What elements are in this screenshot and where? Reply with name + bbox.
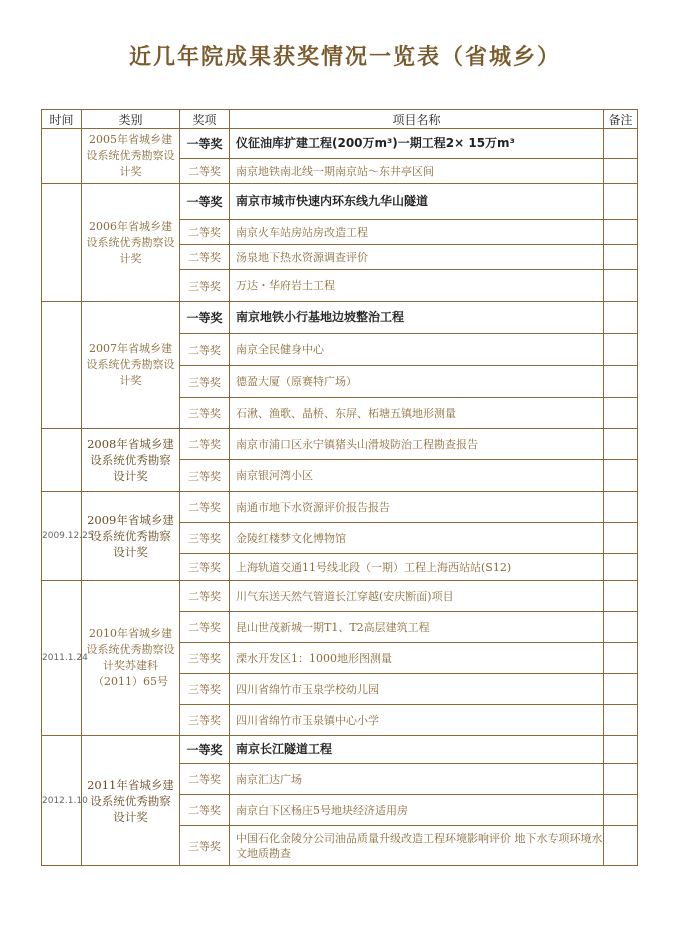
project-name: 上海轨道交通11号线北段（一期）工程上海西站站(S12) <box>230 554 604 581</box>
note-cell <box>604 554 638 581</box>
time-cell: 2011.1.24 <box>42 581 82 736</box>
project-name: 南京地铁南北线一期南京站～东井亭区间 <box>230 159 604 184</box>
note-cell <box>604 736 638 764</box>
award-level: 三等奖 <box>180 705 230 736</box>
time-cell <box>42 302 82 429</box>
header-time: 时间 <box>42 110 82 129</box>
note-cell <box>604 612 638 643</box>
award-level: 三等奖 <box>180 674 230 705</box>
award-level: 一等奖 <box>180 302 230 334</box>
note-cell <box>604 129 638 159</box>
project-name: 南京长江隧道工程 <box>230 736 604 764</box>
note-cell <box>604 302 638 334</box>
header-project: 项目名称 <box>230 110 604 129</box>
note-cell <box>604 705 638 736</box>
table-row <box>42 129 638 159</box>
category-cell: 2005年省城乡建设系统优秀勘察设计奖 <box>82 129 180 184</box>
note-cell <box>604 643 638 674</box>
note-cell <box>604 492 638 523</box>
project-name: 德盈大厦（原赛特广场） <box>230 366 604 398</box>
note-cell <box>604 460 638 492</box>
project-name: 南京市浦口区永宁镇猪头山滑坡防治工程勘查报告 <box>230 429 604 460</box>
award-level: 一等奖 <box>180 129 230 159</box>
note-cell <box>604 184 638 220</box>
category-cell: 2006年省城乡建设系统优秀勘察设计奖 <box>82 184 180 302</box>
table-row <box>42 184 638 220</box>
project-name: 南京白下区杨庄5号地块经济适用房 <box>230 795 604 826</box>
note-cell <box>604 398 638 429</box>
award-level: 三等奖 <box>180 826 230 866</box>
award-level: 二等奖 <box>180 334 230 366</box>
project-name: 南京汇达广场 <box>230 764 604 795</box>
note-cell <box>604 159 638 184</box>
award-level: 一等奖 <box>180 184 230 220</box>
note-cell <box>604 270 638 302</box>
note-cell <box>604 220 638 245</box>
project-name: 南通市地下水资源评价报告报告 <box>230 492 604 523</box>
header-row <box>42 110 638 129</box>
time-cell: 2012.1.10 <box>42 736 82 866</box>
award-level: 二等奖 <box>180 220 230 245</box>
project-name: 四川省绵竹市玉泉学校幼儿园 <box>230 674 604 705</box>
note-cell <box>604 245 638 270</box>
project-name: 川气东送天然气管道长江穿越(安庆断面)项目 <box>230 581 604 612</box>
note-cell <box>604 764 638 795</box>
project-name: 溧水开发区1：1000地形图测量 <box>230 643 604 674</box>
project-name: 南京火车站房站房改造工程 <box>230 220 604 245</box>
award-level: 三等奖 <box>180 643 230 674</box>
project-name: 仪征油库扩建工程(200万m³)一期工程2× 15万m³ <box>230 129 604 159</box>
page-title: 近几年院成果获奖情况一览表（省城乡） <box>128 45 561 70</box>
header-category: 类别 <box>82 110 180 129</box>
note-cell <box>604 795 638 826</box>
award-level: 二等奖 <box>180 795 230 826</box>
category-cell: 2008年省城乡建设系统优秀勘察设计奖 <box>82 429 180 492</box>
award-level: 二等奖 <box>180 245 230 270</box>
time-cell <box>42 429 82 492</box>
project-name: 南京地铁小行基地边坡整治工程 <box>230 302 604 334</box>
header-note: 备注 <box>604 110 638 129</box>
project-name: 万达・华府岩土工程 <box>230 270 604 302</box>
category-cell: 2009年省城乡建设系统优秀勘察设计奖 <box>82 492 180 581</box>
table-row <box>42 492 638 523</box>
award-level: 三等奖 <box>180 554 230 581</box>
note-cell <box>604 523 638 554</box>
table-row <box>42 429 638 460</box>
project-name: 金陵红楼梦文化博物馆 <box>230 523 604 554</box>
project-name: 四川省绵竹市玉泉镇中心小学 <box>230 705 604 736</box>
time-cell <box>42 129 82 184</box>
table-row <box>42 736 638 764</box>
note-cell <box>604 429 638 460</box>
category-cell: 2011年省城乡建设系统优秀勘察设计奖 <box>82 736 180 866</box>
category-cell: 2007年省城乡建设系统优秀勘察设计奖 <box>82 302 180 429</box>
award-level: 二等奖 <box>180 159 230 184</box>
award-level: 二等奖 <box>180 581 230 612</box>
project-name: 石湫、渔歌、晶桥、东屏、柘塘五镇地形测量 <box>230 398 604 429</box>
award-level: 一等奖 <box>180 736 230 764</box>
project-name: 中国石化金陵分公司油品质量升级改造工程环境影响评价 地下水专项环境水文地质勘查 <box>230 826 604 866</box>
award-level: 三等奖 <box>180 366 230 398</box>
category-cell: 2010年省城乡建设系统优秀勘察设计奖苏建科（2011）65号 <box>82 581 180 736</box>
note-cell <box>604 366 638 398</box>
award-level: 二等奖 <box>180 764 230 795</box>
project-name: 汤泉地下热水资源调查评价 <box>230 245 604 270</box>
award-level: 二等奖 <box>180 612 230 643</box>
time-cell: 2009.12.25 <box>42 492 82 581</box>
note-cell <box>604 826 638 866</box>
header-level: 奖项 <box>180 110 230 129</box>
award-level: 三等奖 <box>180 523 230 554</box>
award-level: 三等奖 <box>180 398 230 429</box>
time-cell <box>42 184 82 302</box>
note-cell <box>604 674 638 705</box>
award-level: 二等奖 <box>180 429 230 460</box>
note-cell <box>604 581 638 612</box>
project-name: 昆山世茂新城一期T1、T2高层建筑工程 <box>230 612 604 643</box>
table-row <box>42 302 638 334</box>
table-row <box>42 581 638 612</box>
project-name: 南京银河湾小区 <box>230 460 604 492</box>
award-level: 三等奖 <box>180 460 230 492</box>
note-cell <box>604 334 638 366</box>
award-level: 二等奖 <box>180 492 230 523</box>
award-table <box>41 109 638 866</box>
award-level: 三等奖 <box>180 270 230 302</box>
project-name: 南京市城市快速内环东线九华山隧道 <box>230 184 604 220</box>
project-name: 南京全民健身中心 <box>230 334 604 366</box>
